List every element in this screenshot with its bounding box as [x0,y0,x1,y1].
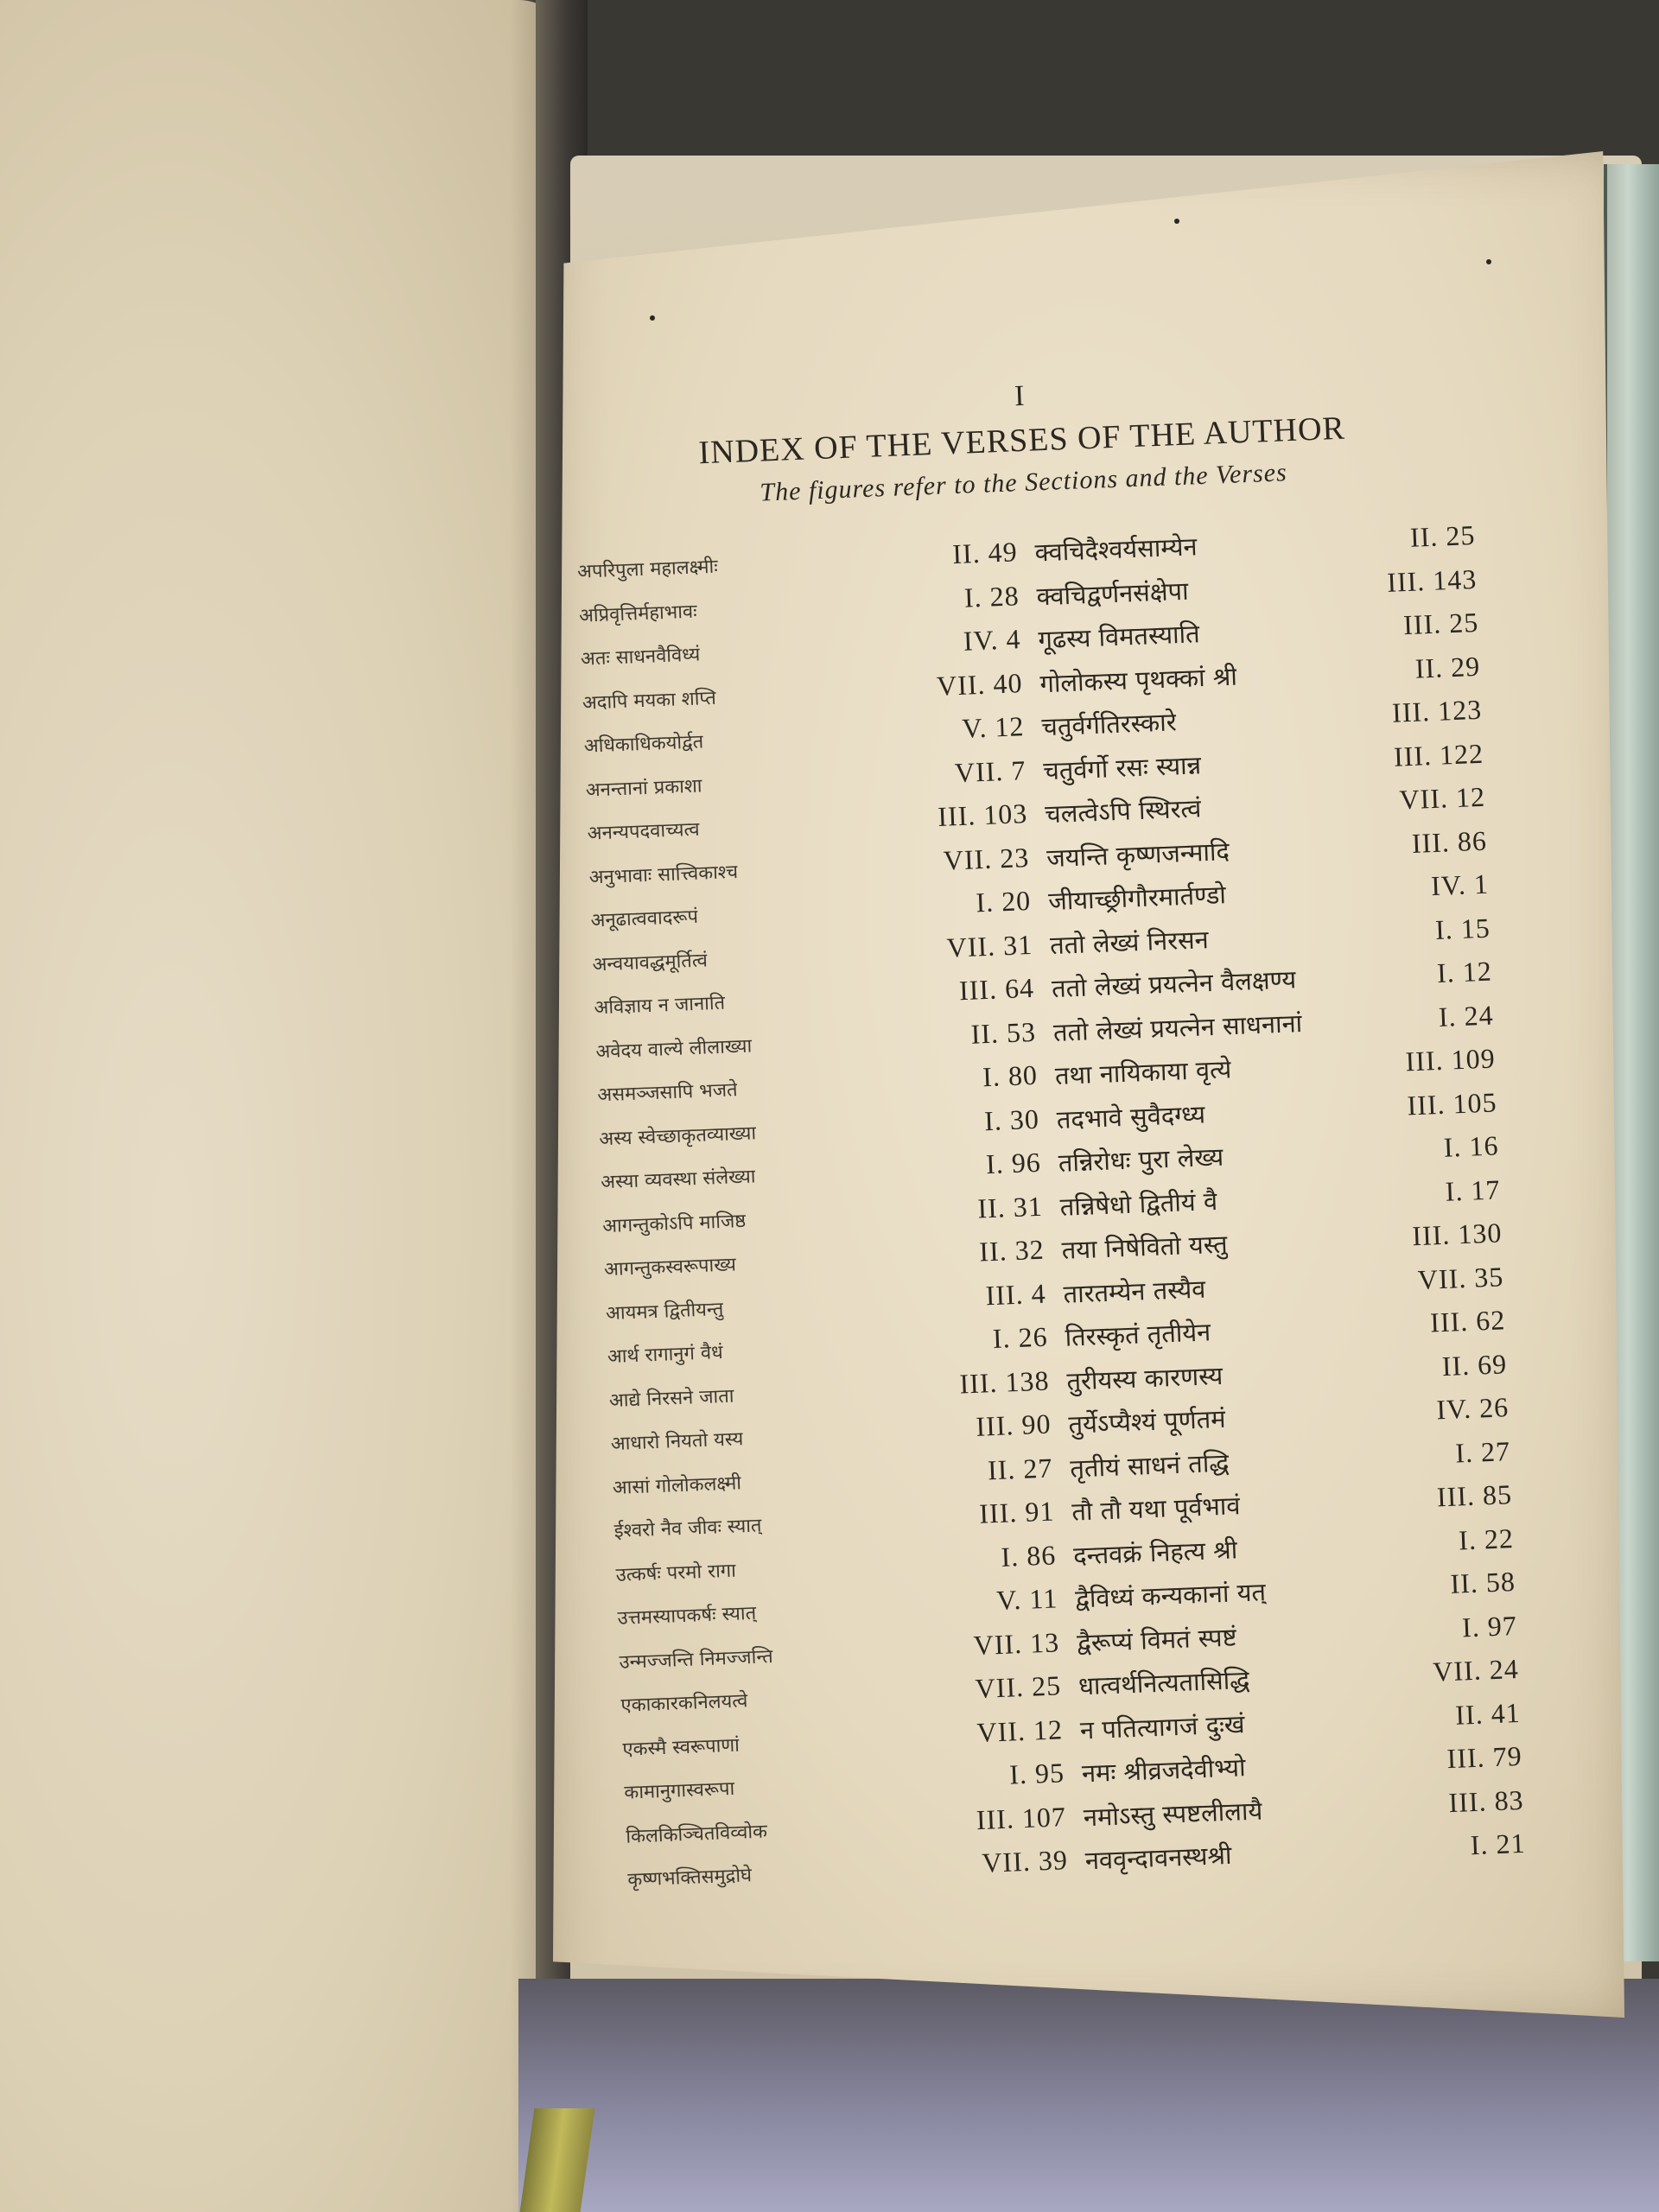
verse-text: एकाकारकनिलयत्वे [620,1690,748,1717]
section-verse-ref: III. 4 [984,1277,1047,1311]
verse-text: चलत्वेऽपि स्थिरत्वं [1044,793,1202,830]
verse-text: जीयाच्छ्रीगौरमार्तण्डो [1047,880,1227,917]
section-verse-ref: I. 30 [983,1103,1040,1136]
section-verse-ref: I. 26 [992,1320,1049,1354]
verse-text: तदभावे सुवैदग्ध्य [1056,1098,1206,1135]
verse-text: ततो लेख्यं प्रयत्नेन साधनानां [1052,1007,1303,1047]
verse-text: आयमत्र द्वितीयन्तु [605,1298,724,1325]
verse-text: दन्तवक्रं निहत्य श्री [1072,1534,1238,1571]
verse-text: चतुर्वर्गो रसः स्यान्न [1042,749,1202,785]
section-verse-ref: II. 32 [978,1233,1046,1268]
section-verse-ref: III. 25 [1402,606,1479,641]
section-verse-ref: V. 12 [961,710,1026,744]
section-verse-ref: VII. 25 [974,1669,1062,1705]
verse-text: अवेदय वाल्ये लीलाख्या [595,1034,753,1063]
verse-text: अपरिपुला महालक्ष्मीः [576,556,719,583]
ink-speck [1486,259,1491,264]
verse-text: चतुर्वर्गतिरस्कारे [1040,707,1178,742]
verse-text: अप्रिवृत्तिर्महाभावः [578,601,698,627]
verse-text: तन्निषेधो द्वितीयं वै [1059,1185,1218,1222]
section-verse-ref: III. 122 [1393,737,1484,772]
section-verse-ref: III. 90 [975,1408,1052,1442]
section-verse-ref: I. 21 [1470,1827,1527,1861]
section-verse-ref: I. 86 [1000,1538,1057,1573]
section-verse-ref: V. 11 [995,1582,1058,1617]
section-verse-ref: I. 16 [1443,1129,1500,1163]
section-verse-ref: VII. 13 [973,1625,1060,1661]
verse-text: तृतीयं साधनं तद्धि [1069,1447,1230,1484]
section-verse-ref: VII. 12 [976,1713,1064,1748]
verse-text: उत्कर्षः परमो रागा [615,1560,737,1586]
section-verse-ref: III. 64 [958,971,1035,1007]
verse-text: द्वैविध्यं कन्यकानां यत् [1074,1577,1267,1614]
section-verse-ref: II. 27 [987,1451,1054,1485]
verse-text: अनन्यपदवाच्यत्व [587,818,701,845]
section-verse-ref: VII. 23 [943,841,1030,876]
verse-text: द्वैरूप्यं विमतं स्पष्टं [1076,1621,1238,1658]
verse-text: ततो लेख्यं प्रयत्नेन वैलक्षण्य [1051,964,1297,1004]
verse-text: नमः श्रीव्रजदेवीभ्यो [1081,1752,1247,1789]
section-verse-ref: VII. 31 [946,928,1033,963]
section-verse-ref: III. 91 [978,1495,1055,1529]
section-verse-ref: II. 49 [951,536,1019,570]
verse-text: अनुभावाः सात्त्विकाश्च [588,861,739,889]
verse-text: अविज्ञाय न जानाति [594,992,726,1020]
index-content [570,363,1528,1952]
section-verse-ref: VII. 24 [1432,1652,1520,1688]
section-verse-ref: VII. 40 [936,666,1024,702]
verse-text: कृष्णभक्तिसमुद्रोघे [626,1865,753,1891]
section-verse-ref: III. 86 [1411,824,1488,859]
section-verse-ref: I. 24 [1438,998,1495,1033]
section-verse-ref: VII. 12 [1398,780,1486,816]
table-surface [518,1979,1659,2212]
verse-text: उत्तमस्यापकर्षः स्यात् [617,1602,757,1630]
page-number: I [1014,379,1027,413]
section-verse-ref: III. 123 [1391,693,1483,728]
section-verse-ref: I. 22 [1458,1522,1515,1555]
verse-text: अस्य स्वेच्छाकृतव्याख्या [598,1122,757,1150]
verse-text: तारतम्येन तस्यैव [1062,1274,1206,1309]
verse-text: तौ तौ यथा पूर्वभावं [1071,1491,1242,1527]
section-verse-ref: I. 80 [982,1058,1039,1093]
section-verse-ref: I. 15 [1434,912,1491,945]
verse-text: तया निषेवितो यस्तु [1061,1229,1229,1265]
verse-text: धात्वर्थनित्यतासिद्धि [1077,1664,1250,1701]
verse-text: तुर्येऽप्यैश्यं पूर्णतमं [1067,1403,1227,1440]
section-verse-ref: I. 96 [985,1146,1042,1180]
page-subtitle: The figures refer to the Sections and the Verses [759,458,1288,507]
verse-text: एकस्मै स्वरूपाणां [622,1734,741,1761]
section-verse-ref: VII. 39 [981,1844,1069,1878]
verse-text: तुरीयस्य कारणस्य [1065,1360,1224,1396]
verse-text: गूढस्य विमतस्याति [1037,619,1201,655]
section-verse-ref: III. 103 [937,798,1028,832]
verse-text: अदापि मयका शप्ति [582,687,717,715]
verse-text: तथा नायिकाया वृत्ये [1054,1054,1232,1091]
verse-text: ततो लेख्यं निरसन [1049,924,1210,960]
section-verse-ref: III. 85 [1436,1478,1513,1513]
index-column-left [576,536,1069,1904]
section-verse-ref: III. 105 [1406,1085,1498,1121]
section-verse-ref: I. 20 [975,884,1032,918]
verse-text: आधारो नियतो यस्य [610,1428,744,1456]
verse-text: क्वचिद्वर्णनसंक्षेपा [1035,575,1190,611]
section-verse-ref: III. 138 [958,1364,1051,1400]
verse-text: किलकिञ्चितविव्वोक [625,1820,768,1848]
verse-text: अतः साधनवैविध्यं [580,644,701,671]
section-verse-ref: III. 83 [1447,1783,1525,1818]
section-verse-ref: I. 97 [1461,1609,1518,1643]
section-verse-ref: II. 31 [976,1190,1044,1224]
verse-text: अधिकाधिकयोर्द्वत [583,731,704,758]
verse-text: अन्वयावद्धमूर्तित्वं [592,949,709,976]
ink-speck [1174,219,1179,224]
verse-text: अनन्तानां प्रकाशा [585,774,702,802]
page-title: INDEX OF THE VERSES OF THE AUTHOR [697,410,1346,472]
section-verse-ref: III. 107 [976,1800,1067,1835]
section-verse-ref: I. 27 [1454,1434,1511,1469]
section-verse-ref: I. 95 [1008,1757,1065,1790]
section-verse-ref: II. 41 [1454,1696,1522,1731]
section-verse-ref: III. 143 [1386,563,1478,598]
section-verse-ref: VII. 7 [954,753,1027,788]
verse-text: न पतित्यागजं दुःखं [1079,1708,1246,1745]
verse-text: आद्ये निरसने जाता [608,1385,734,1412]
section-verse-ref: III. 62 [1429,1304,1506,1338]
left-blank-page [0,0,570,2212]
section-verse-ref: II. 25 [1409,518,1476,553]
section-verse-ref: I. 17 [1445,1173,1502,1207]
section-verse-ref: III. 109 [1404,1042,1497,1077]
verse-text: आगन्तुकस्वरूपाख्य [603,1254,737,1281]
verse-text: कामानुगास्वरूपा [623,1777,735,1804]
section-verse-ref: II. 29 [1414,650,1481,684]
verse-text: नववृन्दावनस्थश्री [1084,1840,1233,1876]
index-columns [576,518,1526,1904]
verse-text: गोलोकस्य पृथक्कां श्री [1039,661,1238,698]
verse-text: क्वचिदैश्वर्यसाम्येन [1034,531,1198,568]
verse-text: उन्मज्जन्ति निमज्जन्ति [619,1645,774,1674]
section-verse-ref: IV. 1 [1430,868,1490,902]
section-verse-ref: II. 58 [1449,1566,1516,1599]
verse-text: जयन्ति कृष्णजन्मादि [1046,836,1230,873]
verse-text: आर्थ रागानुगं वैधं [607,1342,724,1369]
section-verse-ref: I. 12 [1436,955,1493,988]
section-verse-ref: VII. 35 [1417,1260,1504,1295]
ink-speck [650,315,655,321]
section-verse-ref: II. 53 [969,1015,1037,1050]
section-verse-ref: III. 79 [1446,1739,1523,1775]
verse-text: तन्निरोधः पुरा लेख्य [1058,1141,1224,1178]
verse-text: आसां गोलोकलक्ष्मी [612,1471,742,1499]
verse-text: आगन्तुकोऽपि माजिष्ठ [601,1210,747,1237]
section-verse-ref: IV. 4 [963,623,1022,657]
section-verse-ref: III. 130 [1411,1217,1503,1252]
section-verse-ref: II. 69 [1441,1347,1508,1382]
verse-text: ईश्वरो नैव जीवः स्यात् [613,1515,762,1542]
verse-text: नमोऽस्तु स्पष्टलीलायै [1083,1795,1263,1832]
section-verse-ref: I. 28 [963,579,1020,613]
index-column-right [1034,518,1527,1887]
section-verse-ref: IV. 26 [1435,1391,1510,1426]
verse-text: अनूढात्ववादरूपं [590,906,699,932]
verse-text: असमञ्जसापि भजते [596,1079,739,1107]
verse-text: तिरस्कृतं तृतीयेन [1064,1317,1211,1352]
verse-text: अस्या व्यवस्था संलेख्या [600,1166,756,1194]
